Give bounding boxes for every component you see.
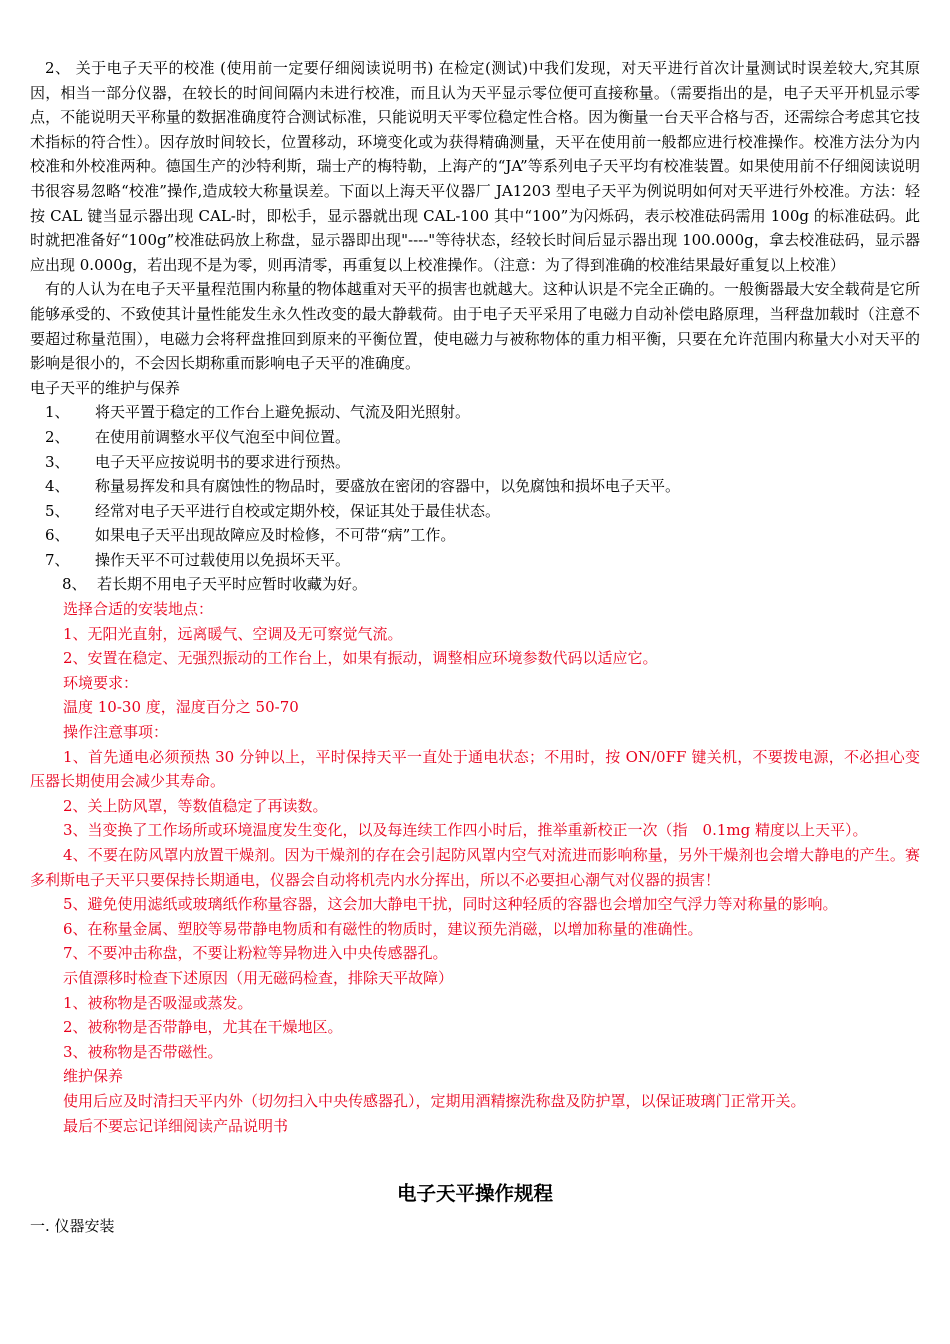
- operation-item: 1、首先通电必须预热 30 分钟以上，平时保持天平一直处于通电状态；不用时，按 ON/0FF 键关机，不要拨电源，不必担心变压器长期使用会减少其寿命。: [30, 747, 920, 791]
- drift-item: 2、被称物是否带静电，尤其在干燥地区。: [63, 1018, 343, 1037]
- list-item: 7、 操作天平不可过载使用以免损坏天平。: [45, 550, 351, 569]
- operation-item: 2、关上防风罩，等数值稳定了再读数。: [63, 796, 328, 815]
- environment-text: 温度 10-30 度，湿度百分之 50-70: [63, 698, 299, 717]
- section-heading: 一. 仪器安装: [30, 1217, 115, 1236]
- list-item: 4、 称量易挥发和具有腐蚀性的物品时，要盛放在密闭的容器中，以免腐蚀和损坏电子天平。: [45, 477, 681, 496]
- operation-item: 4、不要在防风罩内放置干燥剂。因为干燥剂的存在会引起防风罩内空气对流进而影响称量，另外干燥剂也会增大静电的产生。赛多利斯电子天平只要保持长期通电，仪器会自动将机壳内水分挥出，所以不必要担心潮气对仪器的损害！: [30, 846, 920, 889]
- list-item: 5、 经常对电子天平进行自校或定期外校，保证其处于最佳状态。: [45, 501, 501, 520]
- operation-item: 6、在称量金属、塑胶等易带静电物质和有磁性的物质时，建议预先消磁，以增加称量的准确性。: [63, 919, 703, 938]
- operation-item: 7、不要冲击称盘，不要让粉粒等异物进入中央传感器孔。: [63, 944, 448, 963]
- load-paragraph: 有的人认为在电子天平量程范围内称量的物体越重对天平的损害也就越大。这种认识是不完全正确的。一般衡器最大安全载荷是它所能够承受的、不致使其计量性能发生永久性改变的最大静载荷。由于电子天平采用了电磁力自动补偿电路原理，当秤盘加载时（注意不要超过称量范围），电磁力会将秤盘推回到原来的平衡位置，使电磁力与被称物体的重力相平衡，只要在允许范围内称量大小对天平的影响是很小的，不会因长期称重而影响电子天平的准确度。: [30, 280, 920, 373]
- care-text: 使用后应及时清扫天平内外（切勿扫入中央传感器孔），定期用酒精擦洗称盘及防护罩，以保证玻璃门正常开关。: [63, 1091, 806, 1110]
- drift-item: 1、被称物是否吸湿或蒸发。: [63, 993, 253, 1012]
- drift-item: 3、被称物是否带磁性。: [63, 1042, 223, 1061]
- calibration-paragraph: 2、 关于电子天平的校准 (使用前一定要仔细阅读说明书) 在检定(测试)中我们发现，对天平进行首次计量测试时误差较大,究其原因，相当一部分仪器，在较长的时间间隔内未进行校准，而且认为天平显示零位便可直接称量。（需要指出的是，电子天平开机显示零点，不能说明天平称量的数据准确度符合测试标准，只能说明天平零位稳定性合格。因为衡量一台天平合格与否，还需综合考虑其它技术指标的符合性）。因存放时间较长，位置移动，环境变化或为获得精确测量，天平在使用前一般都应进行校准操作。校准方法分为内校准和外校准两种。德国生产的沙特利斯，瑞士产的梅特勒，上海产的“JA”等系列电子天平均有校准装置。如果使用前不仔细阅读说明书很容易忽略“校准”操作,造成较大称量误差。下面以上海天平仪器厂 JA1203 型电子天平为例说明如何对天平进行外校准。方法：轻按 CAL 键当显示器出现 CAL-时，即松手，显示器就出现 CAL-100 其中“100”为闪烁码，表示校准砝码需用 100g 的标准砝码。此时就把准备好“100g”校准砝码放上称盘，显示器即出现"----"等待状态，经较长时间后显示器出现 100.000g，拿去校准砝码，显示器应出现 0.000g，若出现不是为零，则再清零，再重复以上校准操作。（注意：为了得到准确的校准结果最好重复以上校准）: [30, 59, 920, 274]
- operation-item: 5、避免使用滤纸或玻璃纸作称量容器，这会加大静电干扰，同时这种轻质的容器也会增加空气浮力等对称量的影响。: [63, 895, 838, 914]
- document-title: 电子天平操作规程: [396, 1182, 553, 1206]
- final-note: 最后不要忘记详细阅读产品说明书: [63, 1116, 289, 1135]
- install-item: 2、安置在稳定、无强烈振动的工作台上，如果有振动，调整相应环境参数代码以适应它。: [63, 649, 658, 668]
- operation-heading: 操作注意事项：: [63, 723, 169, 742]
- operation-item: 3、当变换了工作场所或环境温度发生变化，以及每连续工作四小时后，推举重新校正一次（指 0.1mg 精度以上天平）。: [63, 821, 868, 840]
- maintenance-list: [30, 400, 920, 597]
- red-notes-section: [30, 597, 920, 1138]
- install-item: 1、无阳光直射，远离暖气、空调及无可察觉气流。: [63, 624, 403, 643]
- maintenance-heading: 电子天平的维护与保养: [30, 378, 181, 397]
- list-item: 8、 若长期不用电子天平时应暂时收藏为好。: [62, 575, 368, 594]
- list-item: 3、 电子天平应按说明书的要求进行预热。: [45, 452, 351, 471]
- care-heading: 维护保养: [63, 1067, 124, 1086]
- drift-heading: 示值漂移时检查下述原因（用无磁码检查，排除天平故障）: [63, 968, 454, 987]
- list-item: 1、 将天平置于稳定的工作台上避免振动、气流及阳光照射。: [45, 403, 471, 422]
- document-page: [30, 56, 920, 1239]
- install-heading: 选择合适的安装地点：: [63, 600, 214, 619]
- environment-heading: 环境要求：: [63, 673, 139, 692]
- list-item: 2、 在使用前调整水平仪气泡至中间位置。: [45, 427, 351, 446]
- list-item: 6、 如果电子天平出现故障应及时检修，不可带“病”工作。: [45, 526, 456, 545]
